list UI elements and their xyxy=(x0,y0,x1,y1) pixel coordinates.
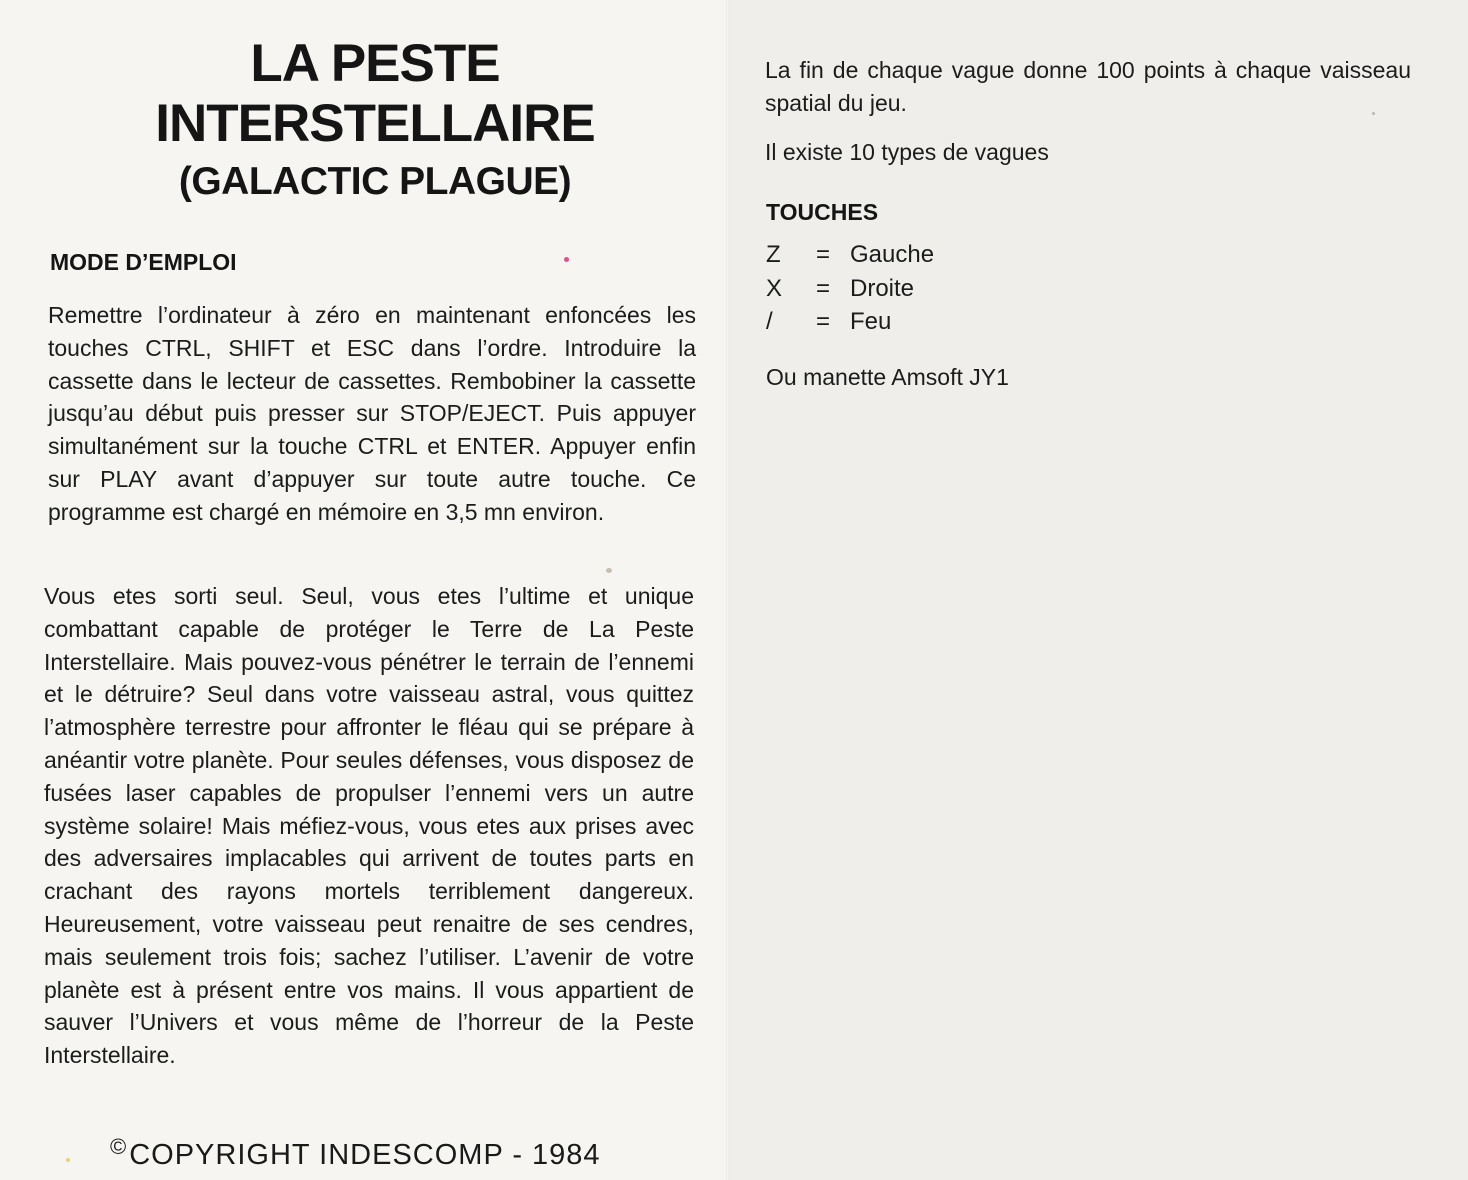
title-line-1: LA PESTE xyxy=(250,34,500,93)
touches-heading: TOUCHES xyxy=(766,199,879,225)
story-paragraph: Vous etes sorti seul. Seul, vous etes l’ultime et unique combattant capable de protéger le Terre de La Peste Interstellaire. Mais pouvez-vous pénétrer le terrain de l’ennemi et le détruire? Seul dans votre vaisseau astral, vous quittez l’atmosphère terrestre pour affronter le fléau qui se prépare à anéantir votre planète. Pour seules défenses, vous disposez de fusées laser capables de propulser l’ennemi vers un autre système solaire! Mais méfiez-vous, vous etes aux prises avec des adversaires implacables qui arrivent de toutes parts en crachant des rayons mortels terriblement dangereux. Heureusement, votre vaisseau peut renaitre de ses cendres, mais seulement trois fois; sachez l’utiliser. L’avenir de votre planète est à présent entre vos mains. Il vous appartient de sauver l’Univers et vous même de l’horreur de la Peste Interstellaire. xyxy=(44,583,694,1069)
mode-heading: MODE D’EMPLOI xyxy=(50,249,237,275)
paper-speck xyxy=(1372,112,1375,115)
key-label: / xyxy=(766,308,773,335)
key-row xyxy=(766,238,934,272)
title-line-2: INTERSTELLAIRE xyxy=(155,94,595,153)
key-label: X xyxy=(766,274,783,302)
copyright-line xyxy=(110,1134,601,1172)
key-list xyxy=(766,238,934,339)
paper-speck xyxy=(564,257,569,262)
wave-types-line: Il existe 10 types de vagues xyxy=(765,139,1049,165)
key-row xyxy=(766,305,934,339)
title-block xyxy=(40,34,710,204)
page-fold xyxy=(726,0,729,1180)
paper-speck xyxy=(606,568,612,573)
key-action: Feu xyxy=(850,308,892,335)
key-row xyxy=(766,272,934,306)
key-equals: = xyxy=(816,241,831,268)
key-action: Droite xyxy=(850,274,915,302)
key-action: Gauche xyxy=(850,241,935,268)
key-equals: = xyxy=(816,308,831,335)
subtitle: (GALACTIC PLAGUE) xyxy=(178,160,572,203)
instructions-paragraph: Remettre l’ordinateur à zéro en maintenant enfoncées les touches CTRL, SHIFT et ESC dans l’ordre. Introduire la cassette dans le lecteur de cassettes. Rembobiner la cassette jusqu’au début puis presser sur STOP/EJECT. Puis appuyer simultanément sur la touche CTRL et ENTER. Appuyer enfin sur PLAY avant d’appuyer sur toute autre touche. Ce programme est chargé en mémoire en 3,5 mn environ. xyxy=(48,302,696,525)
copyright-text: COPYRIGHT INDESCOMP - 1984 xyxy=(129,1139,601,1171)
key-label: Z xyxy=(766,241,781,268)
joystick-line: Ou manette Amsoft JY1 xyxy=(766,364,1009,390)
right-page xyxy=(728,0,1468,1180)
paper-speck xyxy=(66,1158,70,1162)
copyright-symbol: © xyxy=(110,1134,128,1159)
wave-points-paragraph: La fin de chaque vague donne 100 points à chaque vaisseau spatial du jeu. xyxy=(765,57,1411,116)
key-equals: = xyxy=(816,274,831,302)
